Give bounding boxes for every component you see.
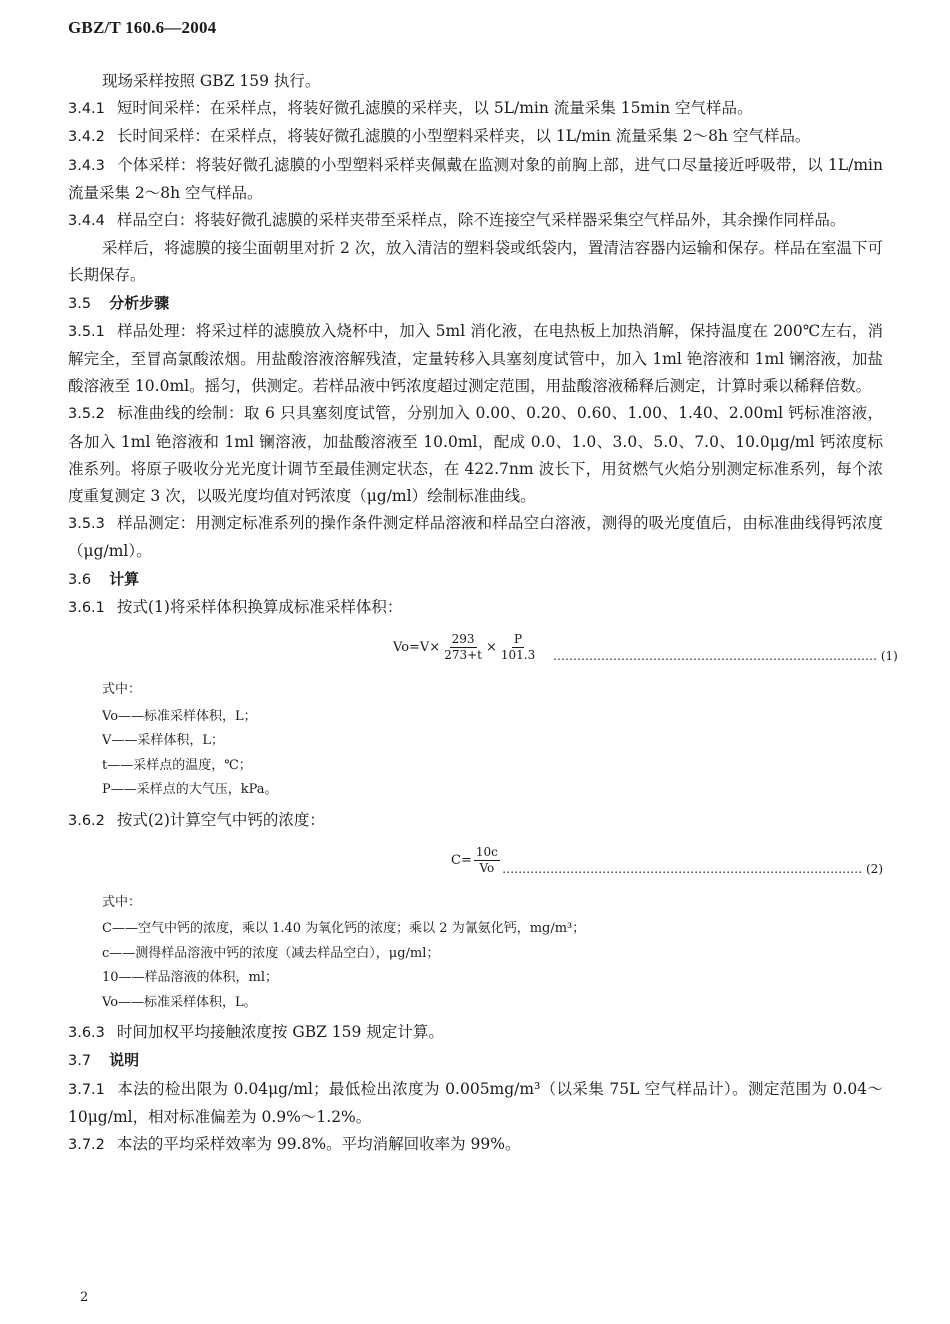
clause-number: 3.4.4 — [68, 213, 105, 230]
clause-text: 长时间采样：在采样点，将装好微孔滤膜的小型塑料采样夹，以 1L/min 流量采集 2～8h 空气样品。 — [116, 127, 811, 146]
definition-item: V——采样体积，L； — [102, 733, 225, 749]
definition-item: Vo——标准采样体积，L； — [102, 708, 257, 724]
fraction-numerator: 293 — [451, 632, 475, 647]
definition-item: c——测得样品溶液中钙的浓度（减去样品空白），μg/ml； — [102, 945, 440, 961]
clause-number: 3.5.2 — [68, 406, 105, 423]
fraction-numerator: 10c — [475, 844, 498, 859]
clause-3-5-1 — [68, 318, 883, 401]
clause-number: 3.4.3 — [68, 157, 105, 174]
fraction — [442, 632, 484, 663]
clause-text: 个体采样：将装好微孔滤膜的小型塑料采样夹佩戴在监测对象的前胸上部，进气口尽量接近呼吸带，以 1L/min 流量采集 2～8h 空气样品。 — [68, 155, 883, 202]
clause-text: 本法的平均采样效率为 99.8%。平均消解回收率为 99%。 — [116, 1135, 521, 1154]
clause-number: 3.4.1 — [68, 101, 105, 118]
clause-3-6-2 — [68, 807, 883, 835]
formula-lhs: C= — [451, 852, 472, 868]
clause-text: 短时间采样：在采样点，将装好微孔滤膜的采样夹，以 5L/min 流量采集 15min 空气样品。 — [116, 99, 753, 118]
page-number: 2 — [80, 1290, 89, 1305]
variable-definitions — [102, 891, 883, 1016]
formula-lhs: Vo=V× — [393, 639, 441, 655]
clause-number: 3.6.3 — [68, 1025, 105, 1042]
equation-number — [553, 643, 898, 670]
paragraph — [68, 68, 883, 95]
clause-3-6-1 — [68, 594, 883, 622]
clause-3-6-3 — [68, 1019, 883, 1047]
clause-text: 采样后，将滤膜的接尘面朝里对折 2 次，放入清洁的塑料袋或纸袋内，置清洁容器内运输和保存。样品在室温下可长期保存。 — [68, 239, 883, 285]
section-number: 3.7 — [68, 1053, 92, 1070]
section-number: 3.5 — [68, 295, 92, 312]
clause-text: 样品空白：将装好微孔滤膜的采样夹带至采样点，除不连接空气采样器采集空气样品外，其余操作同样品。 — [116, 211, 846, 230]
formula-expression — [451, 845, 502, 876]
clause-3-4-2 — [68, 123, 883, 151]
clause-3-4-4 — [68, 207, 883, 235]
variable-definitions — [102, 678, 883, 803]
clause-text: 按式(1)将采样体积换算成标准采样体积： — [116, 597, 403, 616]
standard-code-header: GBZ/T 160.6—2004 — [68, 18, 217, 37]
equation-number — [500, 856, 883, 883]
clause-3-5-3 — [68, 510, 883, 565]
formula-2 — [68, 843, 883, 885]
clause-number: 3.7.2 — [68, 1137, 105, 1154]
leader-dots: ……………………………………………………………………………… — [502, 861, 866, 876]
clause-3-7-2 — [68, 1131, 883, 1159]
fraction-numerator: P — [514, 632, 523, 647]
definition-item: t——采样点的温度，℃； — [102, 757, 252, 773]
section-heading-3-6 — [68, 566, 883, 594]
formula-1 — [68, 630, 898, 672]
section-number: 3.6 — [68, 571, 92, 588]
fraction-denominator: 273+t — [444, 648, 482, 663]
definition-item: P——采样点的大气压，kPa。 — [102, 782, 278, 798]
formula-expression — [393, 632, 539, 663]
section-title: 分析步骤 — [109, 293, 170, 312]
clause-number: 3.6.2 — [68, 812, 105, 829]
section-title: 说明 — [109, 1051, 140, 1070]
clause-text: 现场采样按照 GBZ 159 执行。 — [102, 72, 321, 90]
fraction-denominator: 101.3 — [500, 648, 536, 663]
section-title: 计算 — [109, 569, 140, 588]
clause-text: 本法的检出限为 0.04μg/ml；最低检出浓度为 0.005mg/m³（以采集 75L 空气样品计）。测定范围为 0.04～10μg/ml，相对标准偏差为 0.9%～1.2%。 — [68, 1079, 883, 1126]
clause-number: 3.6.1 — [68, 599, 105, 616]
document-body — [68, 68, 898, 1159]
fraction — [499, 632, 537, 663]
clause-number: 3.5.1 — [68, 323, 105, 340]
clause-number: 3.7.1 — [68, 1081, 105, 1098]
clause-text: 样品处理：将采过样的滤膜放入烧杯中，加入 5ml 消化液，在电热板上加热消解，保持温度在 200℃左右，消解完全，至冒高氯酸浓烟。用盐酸溶液溶解残渣，定量转移入具塞刻度试管中，加入 1ml 铯溶液和 1ml 镧溶液，加盐酸溶液至 10.0ml。摇匀，供测定。若样品液中钙浓度超过测定范围，用盐酸溶液稀释后测定，计算时乘以稀释倍数。 — [68, 321, 883, 396]
section-heading-3-5 — [68, 290, 883, 318]
clause-text: 样品测定：用测定标准系列的操作条件测定样品溶液和样品空白溶液，测得的吸光度值后，由标准曲线得钙浓度（μg/ml）。 — [68, 514, 883, 561]
section-heading-3-7 — [68, 1047, 883, 1075]
definition-item: 10——样品溶液的体积，ml； — [102, 970, 279, 986]
fraction — [474, 845, 500, 876]
clause-3-4-1 — [68, 95, 883, 123]
clause-text: 标准曲线的绘制：取 6 只具塞刻度试管，分别加入 0.00、0.20、0.60、1.00、1.40、2.00ml 钙标准溶液，各加入 1ml 铯溶液和 1ml 镧溶液，加盐酸溶液至 10.0ml，配成 0.0、1.0、3.0、5.0、7.0、10.0μg/ml 钙浓度标准系列。将原子吸收分光光度计调节至最佳测定状态，在 422.7nm 波长下，用贫燃气火焰分别测定标准系列，每个浓度重复测定 3 次，以吸光度均值对钙浓度（μg/ml）绘制标准曲线。 — [68, 404, 883, 506]
definition-item: C——空气中钙的浓度，乘以 1.40 为氧化钙的浓度；乘以 2 为氰氨化钙，mg/m³； — [102, 921, 586, 937]
equation-label: (2) — [866, 861, 883, 876]
clause-3-4-3 — [68, 152, 883, 207]
definition-item: Vo——标准采样体积，L。 — [102, 994, 257, 1010]
leader-dots: ……………………………………………………………………… — [553, 649, 881, 664]
clause-number: 3.4.2 — [68, 129, 105, 146]
clause-3-5-2 — [68, 400, 883, 510]
equation-label: (1) — [880, 649, 898, 664]
formula-times: × — [485, 639, 497, 655]
definitions-intro: 式中： — [102, 682, 142, 698]
clause-number: 3.5.3 — [68, 516, 105, 533]
paragraph — [68, 235, 883, 289]
clause-3-7-1 — [68, 1076, 883, 1131]
clause-text: 时间加权平均接触浓度按 GBZ 159 规定计算。 — [116, 1023, 444, 1042]
clause-text: 按式(2)计算空气中钙的浓度： — [116, 810, 325, 829]
fraction-denominator: Vo — [479, 860, 495, 875]
definitions-intro: 式中： — [102, 894, 142, 910]
